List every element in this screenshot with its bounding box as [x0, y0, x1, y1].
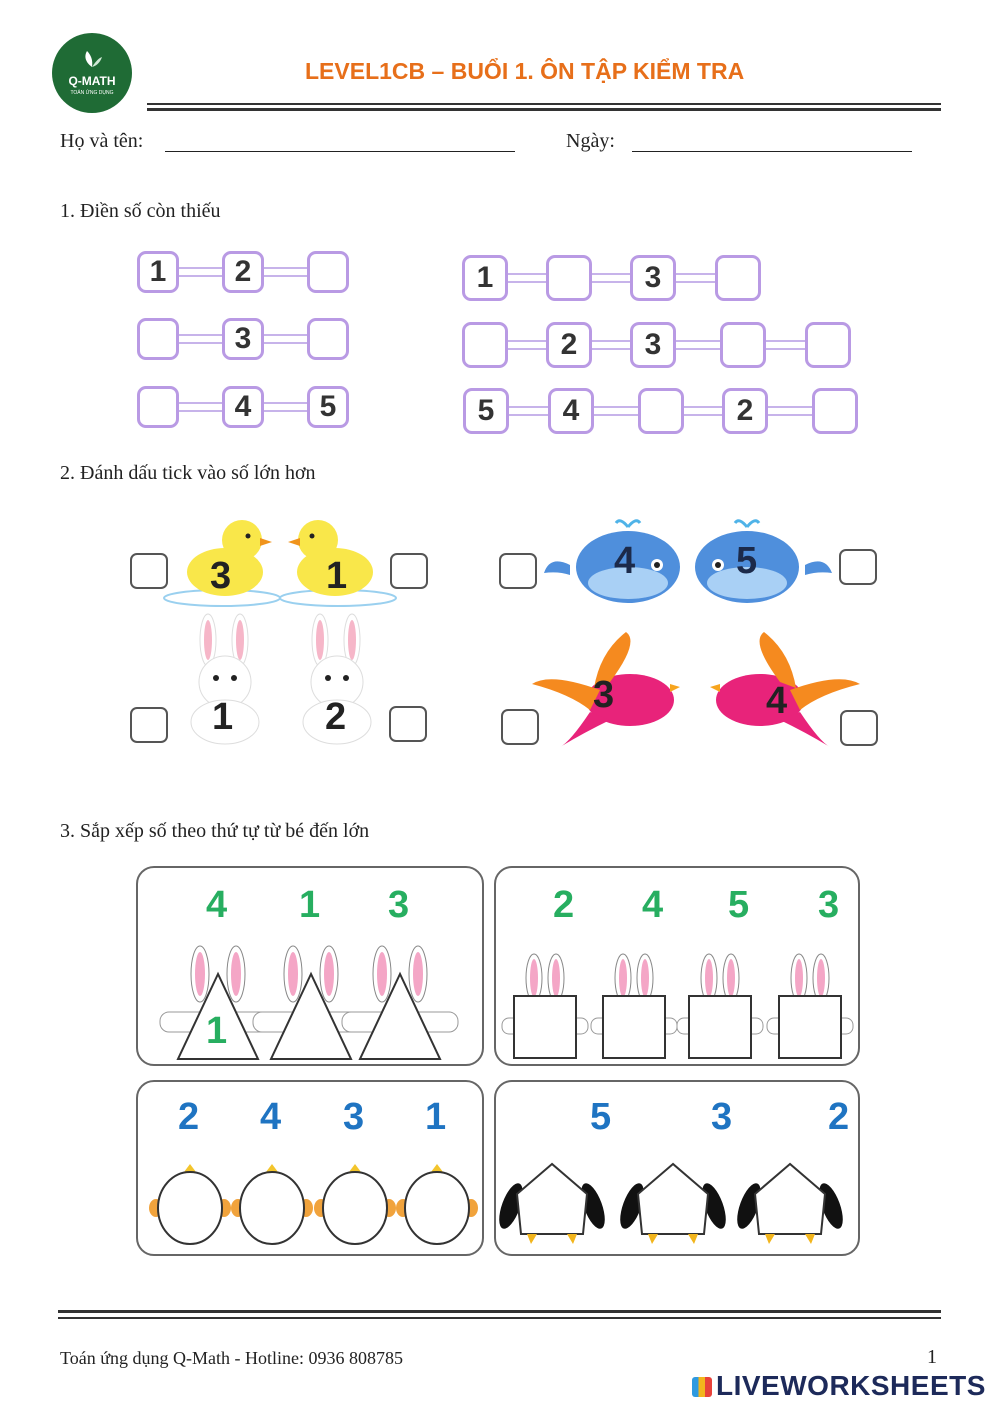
arrow-connector	[684, 406, 722, 416]
answer-box[interactable]	[307, 251, 349, 293]
sort-number: 2	[178, 1096, 200, 1138]
number-box: 5	[463, 388, 509, 434]
tick-box-whale-5[interactable]	[839, 549, 877, 585]
section3-heading: 3. Sắp xếp số theo thứ tự từ bé đến lớn	[60, 820, 370, 842]
sort-number: 3	[711, 1096, 733, 1138]
answer-box[interactable]	[546, 255, 592, 301]
number-box: 3	[630, 255, 676, 301]
name-field[interactable]	[165, 150, 515, 152]
arrow-connector	[592, 340, 630, 350]
duck-number-left: 3	[210, 555, 232, 597]
page-number: 1	[927, 1346, 937, 1368]
sort-number: 2	[828, 1096, 850, 1138]
answer-box[interactable]	[462, 322, 508, 368]
arrow-connector	[264, 402, 307, 412]
sort-number: 4	[260, 1096, 282, 1138]
date-field[interactable]	[632, 150, 912, 152]
arrow-connector	[768, 406, 812, 416]
arrow-connector	[179, 267, 222, 277]
tick-box-rabbit-1[interactable]	[130, 707, 168, 743]
arrow-connector	[676, 273, 715, 283]
section1-heading: 1. Điền số còn thiếu	[60, 200, 221, 222]
header-rule	[147, 108, 941, 111]
arrow-connector	[594, 406, 638, 416]
page-title: LEVEL1CB – BUỔI 1. ÔN TẬP KIỂM TRA	[305, 58, 745, 84]
number-box: 2	[546, 322, 592, 368]
arrow-connector	[179, 402, 222, 412]
sort-number: 5	[590, 1096, 612, 1138]
tick-box-bird-4[interactable]	[840, 710, 878, 746]
penguin-slot[interactable]	[735, 1160, 845, 1250]
sort-number: 2	[553, 884, 575, 926]
logo-subtext: TOÁN ỨNG DỤNG	[70, 90, 114, 96]
number-box: 4	[222, 386, 264, 428]
sort-number: 3	[818, 884, 840, 926]
penguin-slot[interactable]	[497, 1160, 607, 1250]
slot-number: 1	[206, 1010, 228, 1052]
brand-text: LIVEWORKSHEETS	[716, 1370, 986, 1401]
arrow-connector	[508, 273, 546, 283]
duck-icon	[160, 510, 400, 610]
tick-box-whale-4[interactable]	[499, 553, 537, 589]
number-box: 1	[462, 255, 508, 301]
answer-box[interactable]	[638, 388, 684, 434]
header-rule	[147, 103, 941, 105]
chick-circle-slot[interactable]	[148, 1162, 232, 1252]
sort-number: 3	[388, 884, 410, 926]
answer-box[interactable]	[715, 255, 761, 301]
chick-circle-slot[interactable]	[395, 1162, 479, 1252]
bunny-square-slot[interactable]	[675, 952, 765, 1062]
qmath-logo	[52, 33, 132, 113]
bird-number-right: 4	[766, 680, 788, 722]
footer-text: Toán ứng dụng Q-Math - Hotline: 0936 808785	[60, 1348, 403, 1368]
arrow-connector	[509, 406, 548, 416]
name-label: Họ và tên:	[60, 130, 144, 152]
number-box: 4	[548, 388, 594, 434]
date-label: Ngày:	[566, 130, 615, 152]
penguin-slot[interactable]	[618, 1160, 728, 1250]
leaf-icon	[81, 50, 103, 68]
answer-box[interactable]	[805, 322, 851, 368]
liveworksheets-brand	[692, 1370, 986, 1402]
arrow-connector	[508, 340, 546, 350]
sort-number: 4	[642, 884, 664, 926]
tick-box-duck-1[interactable]	[390, 553, 428, 589]
answer-box[interactable]	[137, 318, 179, 360]
answer-box[interactable]	[307, 318, 349, 360]
arrow-connector	[264, 334, 307, 344]
number-box: 5	[307, 386, 349, 428]
sort-number: 1	[425, 1096, 447, 1138]
answer-box[interactable]	[137, 386, 179, 428]
whale-number-left: 4	[614, 540, 636, 582]
arrow-connector	[264, 267, 307, 277]
logo-text: Q-MATH	[68, 74, 116, 88]
answer-box[interactable]	[720, 322, 766, 368]
whale-icon	[540, 505, 835, 610]
whale-number-right: 5	[736, 540, 758, 582]
duck-number-right: 1	[326, 555, 348, 597]
number-box: 3	[222, 318, 264, 360]
rabbit-number-left: 1	[212, 696, 234, 738]
bunny-square-slot[interactable]	[589, 952, 679, 1062]
sort-number: 4	[206, 884, 228, 926]
number-box: 2	[222, 251, 264, 293]
bunny-square-slot[interactable]	[765, 952, 855, 1062]
bird-icon	[530, 632, 870, 750]
arrow-connector	[179, 334, 222, 344]
sort-number: 5	[728, 884, 750, 926]
footer-rule	[58, 1310, 941, 1313]
sort-number: 1	[299, 884, 321, 926]
number-box: 2	[722, 388, 768, 434]
bunny-triangle-slot[interactable]	[340, 944, 460, 1064]
liveworksheets-logo-icon	[692, 1377, 712, 1397]
chick-circle-slot[interactable]	[313, 1162, 397, 1252]
rabbit-number-right: 2	[325, 696, 347, 738]
bunny-square-slot[interactable]	[500, 952, 590, 1062]
answer-box[interactable]	[812, 388, 858, 434]
tick-box-rabbit-2[interactable]	[389, 706, 427, 742]
arrow-connector	[676, 340, 720, 350]
footer-rule	[58, 1317, 941, 1319]
bird-number-left: 3	[593, 674, 615, 716]
arrow-connector	[592, 273, 630, 283]
number-box: 1	[137, 251, 179, 293]
arrow-connector	[766, 340, 805, 350]
chick-circle-slot[interactable]	[230, 1162, 314, 1252]
rabbit-icon	[180, 610, 380, 745]
section2-heading: 2. Đánh dấu tick vào số lớn hơn	[60, 462, 316, 484]
number-box: 3	[630, 322, 676, 368]
sort-number: 3	[343, 1096, 365, 1138]
